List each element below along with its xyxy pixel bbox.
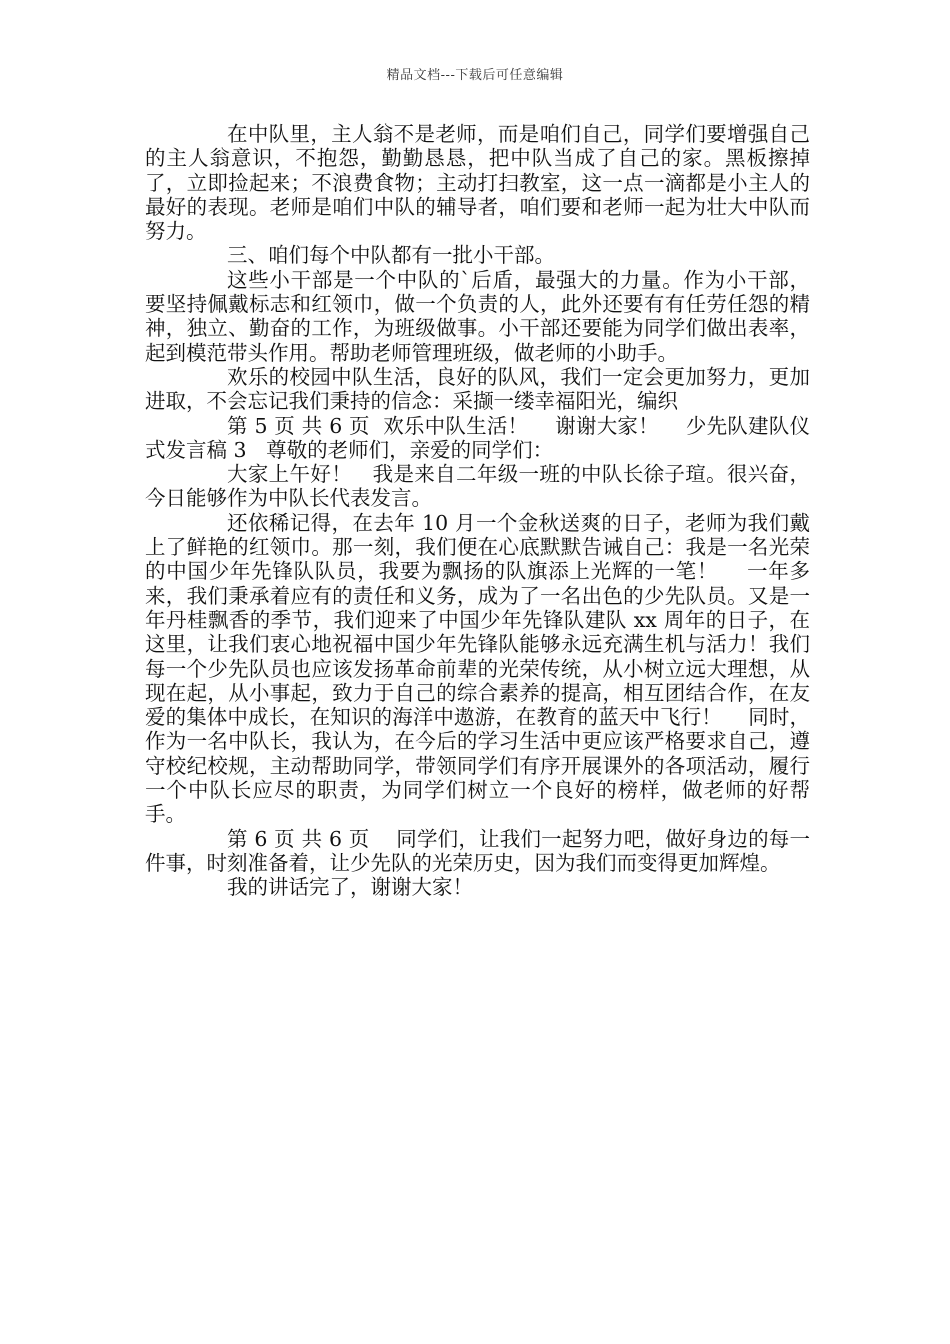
paragraph-7: 还依稀记得，在去年 10 月一个金秋送爽的日子，老师为我们戴上了鲜艳的红领巾。那一刻，我们便在心底默默告诫自己：我是一名光荣的中国少年先锋队队员，我要为飘扬的队旗添上光辉的一笔！ 一年多来，我们秉承着应有的责任和义务，成为了一名出色的少先队员。又是一年丹桂飘香的季节，我们迎来了中国少年先锋队建队 xx 周年的日子，在这里，让我们衷心地祝福中国少年先锋队能够永远充满生机与活力！我们每一个少先队员也应该发扬革命前辈的光荣传统，从小树立远大理想，从现在起，从小事起，致力于自己的综合素养的提高，相互团结合作，在友爱的集体中成长，在知识的海洋中遨游，在教育的蓝天中飞行！ 同时，作为一名中队长，我认为，在今后的学习生活中更应该严格要求自己，遵守校纪校规，主动帮助同学，带领同学们有序开展课外的各项活动，履行一个中队长应尽的职责，为同学们树立一个良好的榜样，做老师的好帮手。 [145,510,810,827]
paragraph-5: 第 5 页 共 6 页 欢乐中队生活！ 谢谢大家！ 少先队建队仪式发言稿 3 尊敬的老师们，亲爱的同学们： [145,413,810,462]
paragraph-9: 我的讲话完了，谢谢大家！ [227,875,473,900]
page-header: 精品文档---下载后可任意编辑 [386,68,564,83]
paragraph-3: 这些小干部是一个中队的`后盾，最强大的力量。作为小干部，要坚持佩戴标志和红领巾，做一个负责的人，此外还要有有任劳任怨的精神，独立、勤奋的工作，为班级做事。小干部还要能为同学们做出表率，起到模范带头作用。帮助老师管理班级，做老师的小助手。 [145,267,810,365]
document-body [145,122,810,900]
paragraph-1: 在中队里，主人翁不是老师，而是咱们自己，同学们要增强自己的主人翁意识，不抱怨，勤勤恳恳，把中队当成了自己的家。黑板擦掉了，立即捡起来；不浪费食物；主动打扫教室，这一点一滴都是小主人的最好的表现。老师是咱们中队的辅导者，咱们要和老师一起为壮大中队而努力。 [145,122,810,244]
paragraph-6: 大家上午好！ 我是来自二年级一班的中队长徐子瑄。很兴奋，今日能够作为中队长代表发言。 [145,462,810,511]
paragraph-2: 三、咱们每个中队都有一批小干部。 [227,243,555,268]
paragraph-4: 欢乐的校园中队生活，良好的队风，我们一定会更加努力，更加进取，不会忘记我们秉持的信念：采撷一缕幸福阳光，编织 [145,364,810,414]
paragraph-8: 第 6 页 共 6 页 同学们，让我们一起努力吧，做好身边的每一件事，时刻准备着，让少先队的光荣历史，因为我们而变得更加辉煌。 [145,826,810,875]
